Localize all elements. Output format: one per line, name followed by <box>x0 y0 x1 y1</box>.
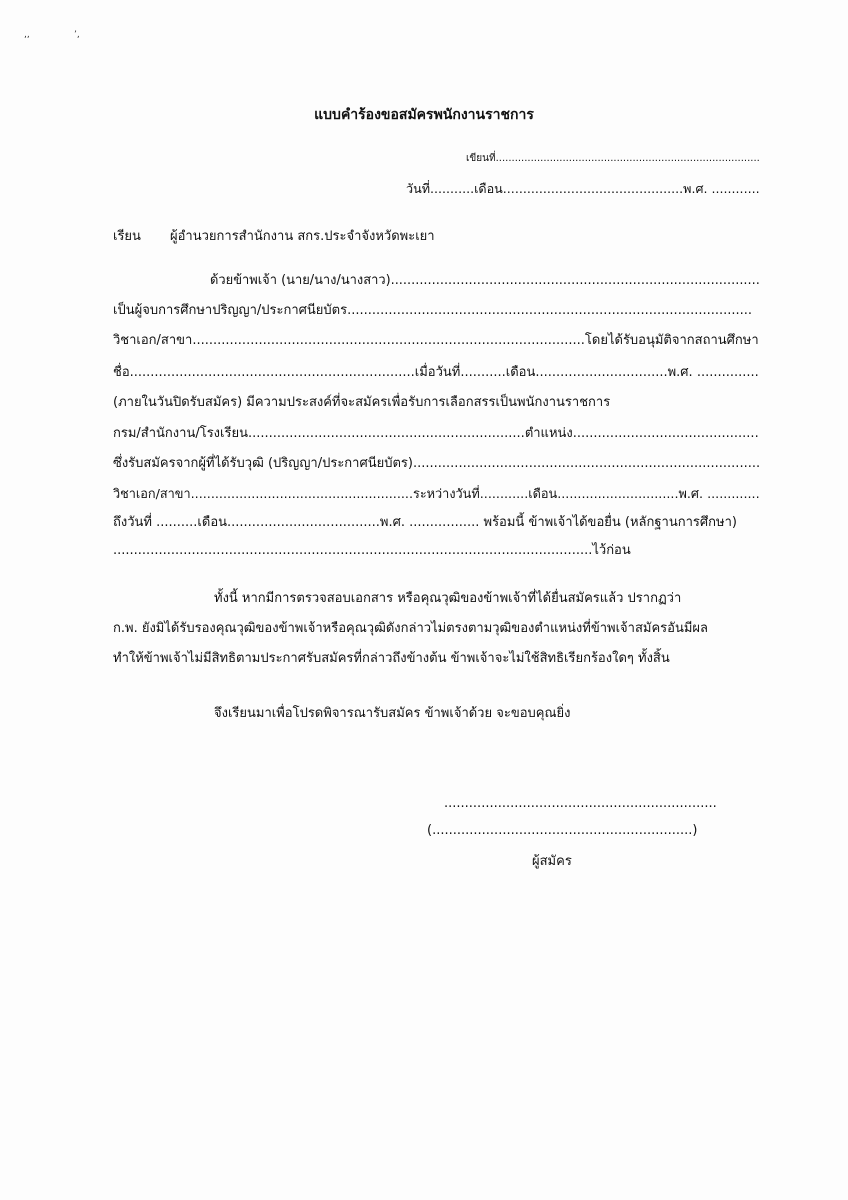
written-at-line: เขียนที่................................................................................... <box>466 153 760 164</box>
body-line: วิชาเอก/สาขา.......................................................ระหว่างวันที่............เดือน..............................พ.ศ. ............. <box>113 486 760 501</box>
signature-name: (...............................................................) <box>427 823 698 838</box>
declaration-line: ก.พ. ยังมิได้รับรองคุณวุฒิของข้าพเจ้าหรือคุณวุฒิดังกล่าวไม่ตรงตามวุฒิของตำแหน่งที่ข้าพเจ้าสมัครอันมีผล <box>113 621 708 636</box>
body-line: วิชาเอก/สาขา...............................................................................................โดยได้รับอนุมัติจากสถานศึกษา <box>113 333 759 348</box>
body-line: ชื่อ.....................................................................เมื่อวันที่...........เดือน................................พ.ศ. ............... <box>113 365 759 380</box>
body-line: (ภายในวันปิดรับสมัคร) มีความประสงค์ที่จะสมัครเพื่อรับการเลือกสรรเป็นพนักงานราชการ <box>113 395 611 410</box>
signature-role: ผู้สมัคร <box>532 854 572 869</box>
body-line: ด้วยข้าพเจ้า (นาย/นาง/นางสาว).......................................................................................... <box>210 273 760 288</box>
closing-line: จึงเรียนมาเพื่อโปรดพิจารณารับสมัคร ข้าพเจ้าด้วย จะขอบคุณยิ่ง <box>214 706 571 721</box>
scan-mark: ,, <box>24 30 30 40</box>
salutation-label: เรียน <box>113 229 141 244</box>
date-line: วันที่...........เดือน.............................................พ.ศ. ............ <box>406 181 760 196</box>
body-line: เป็นผู้จบการศึกษาปริญญา/ประกาศนียบัตร.................................................................................................. <box>113 303 753 318</box>
body-line: ซึ่งรับสมัครจากผู้ที่ได้รับวุฒิ (ปริญญา/ประกาศนียบัตร).................................................................................... <box>113 456 761 471</box>
salutation-recipient: ผู้อำนวยการสำนักงาน สกร.ประจำจังหวัดพะเยา <box>170 229 435 244</box>
declaration-line: ทำให้ข้าพเจ้าไม่มีสิทธิตามประกาศรับสมัครที่กล่าวถึงข้างต้น ข้าพเจ้าจะไม่ใช้สิทธิเรียกร้องใดๆ ทั้งสิ้น <box>113 651 670 666</box>
scan-mark: ’, <box>74 30 80 40</box>
declaration-line: ทั้งนี้ หากมีการตรวจสอบเอกสาร หรือคุณวุฒิของข้าพเจ้าที่ได้ยื่นสมัครแล้ว ปรากฏว่า <box>214 591 682 606</box>
document-title: แบบคำร้องขอสมัครพนักงานราชการ <box>314 107 534 123</box>
body-line: ....................................................................................................................ไว้ก่อน <box>113 543 631 558</box>
body-line: กรม/สำนักงาน/โรงเรียน...................................................................ตำแหน่ง............................................. <box>113 426 759 441</box>
body-line: ถึงวันที่ ..........เดือน.....................................พ.ศ. ................. พร้อมนี้ ข้าพเจ้าได้ขอยื่น (หลักฐานการศึกษา) <box>113 515 737 530</box>
signature-line: .................................................................. <box>444 796 717 811</box>
